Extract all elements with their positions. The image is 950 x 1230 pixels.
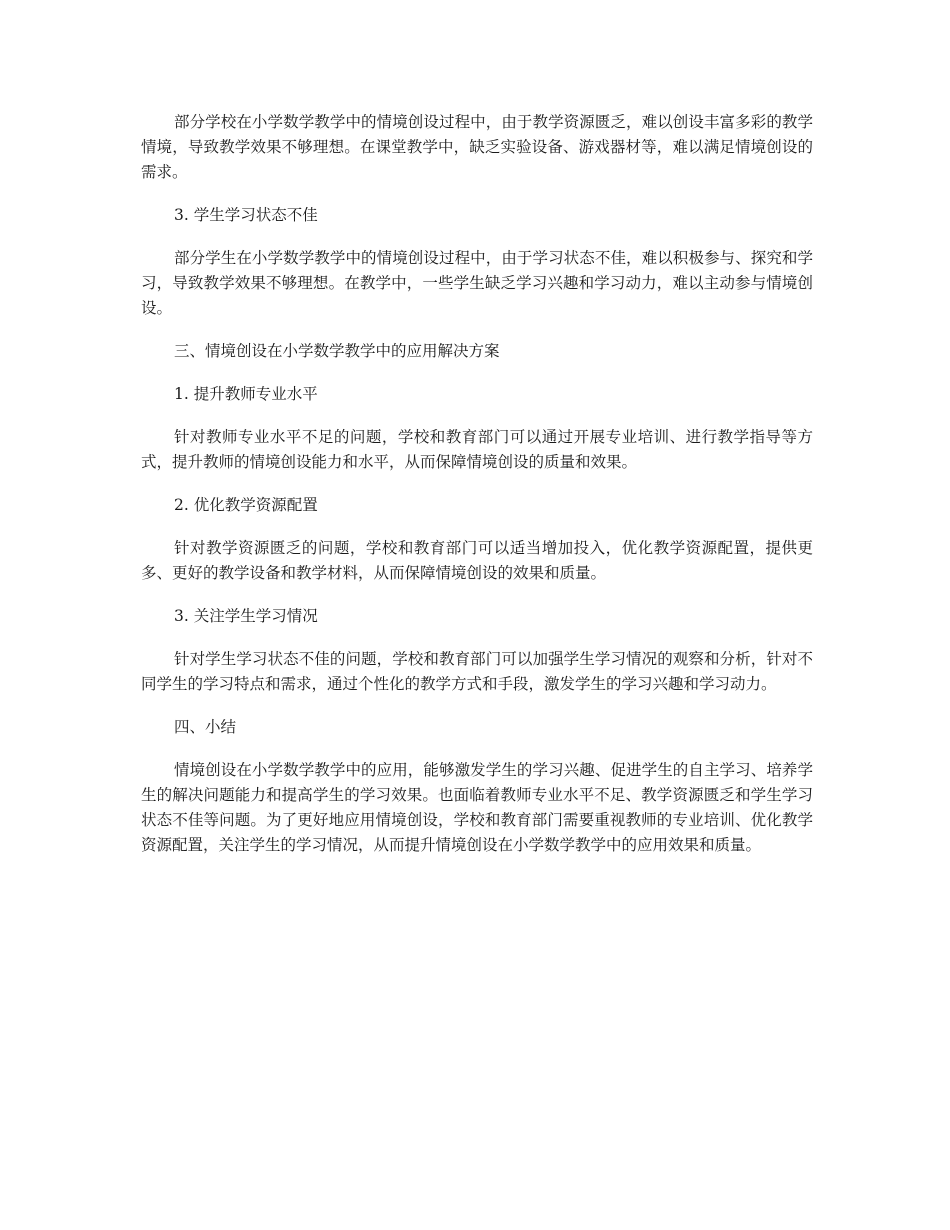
subheading-resource-allocation: 2. 优化教学资源配置	[174, 496, 318, 514]
paragraph-student-learning: 针对学生学习状态不佳的问题，学校和教育部门可以加强学生学习情况的观察和分析，针对不同学生的学习特点和需求，通过个性化的教学方式和手段，激发学生的学习兴趣和学习动力。	[141, 650, 813, 693]
paragraph-teacher-skill: 针对教师专业水平不足的问题，学校和教育部门可以通过开展专业培训、进行教学指导等方式，提升教师的情境创设能力和水平，从而保障情境创设的质量和效果。	[141, 428, 813, 471]
paragraph-resource-allocation: 针对教学资源匮乏的问题，学校和教育部门可以适当增加投入，优化教学资源配置，提供更多、更好的教学设备和教学材料，从而保障情境创设的效果和质量。	[141, 539, 813, 582]
subheading-student-learning: 3. 关注学生学习情况	[174, 607, 318, 625]
subheading-teacher-skill: 1. 提升教师专业水平	[174, 385, 318, 403]
paragraph-resource-shortage: 部分学校在小学数学教学中的情境创设过程中，由于教学资源匮乏，难以创设丰富多彩的教学情境，导致教学效果不够理想。在课堂教学中，缺乏实验设备、游戏器材等，难以满足情境创设的需求。	[141, 113, 813, 181]
document-body	[141, 110, 813, 876]
section-heading-summary: 四、小结	[174, 718, 237, 736]
section-heading-solutions: 三、情境创设在小学数学教学中的应用解决方案	[174, 342, 500, 360]
paragraph-summary: 情境创设在小学数学教学中的应用，能够激发学生的学习兴趣、促进学生的自主学习、培养学生的解决问题能力和提高学生的学习效果。也面临着教师专业水平不足、教学资源匮乏和学生学习状态不佳等问题。为了更好地应用情境创设，学校和教育部门需要重视教师的专业培训、优化教学资源配置，关注学生的学习情况，从而提升情境创设在小学数学教学中的应用效果和质量。	[141, 761, 813, 854]
subheading-student-state: 3. 学生学习状态不佳	[174, 206, 318, 224]
paragraph-student-state: 部分学生在小学数学教学中的情境创设过程中，由于学习状态不佳，难以积极参与、探究和学习，导致教学效果不够理想。在教学中，一些学生缺乏学习兴趣和学习动力，难以主动参与情境创设。	[141, 249, 813, 317]
